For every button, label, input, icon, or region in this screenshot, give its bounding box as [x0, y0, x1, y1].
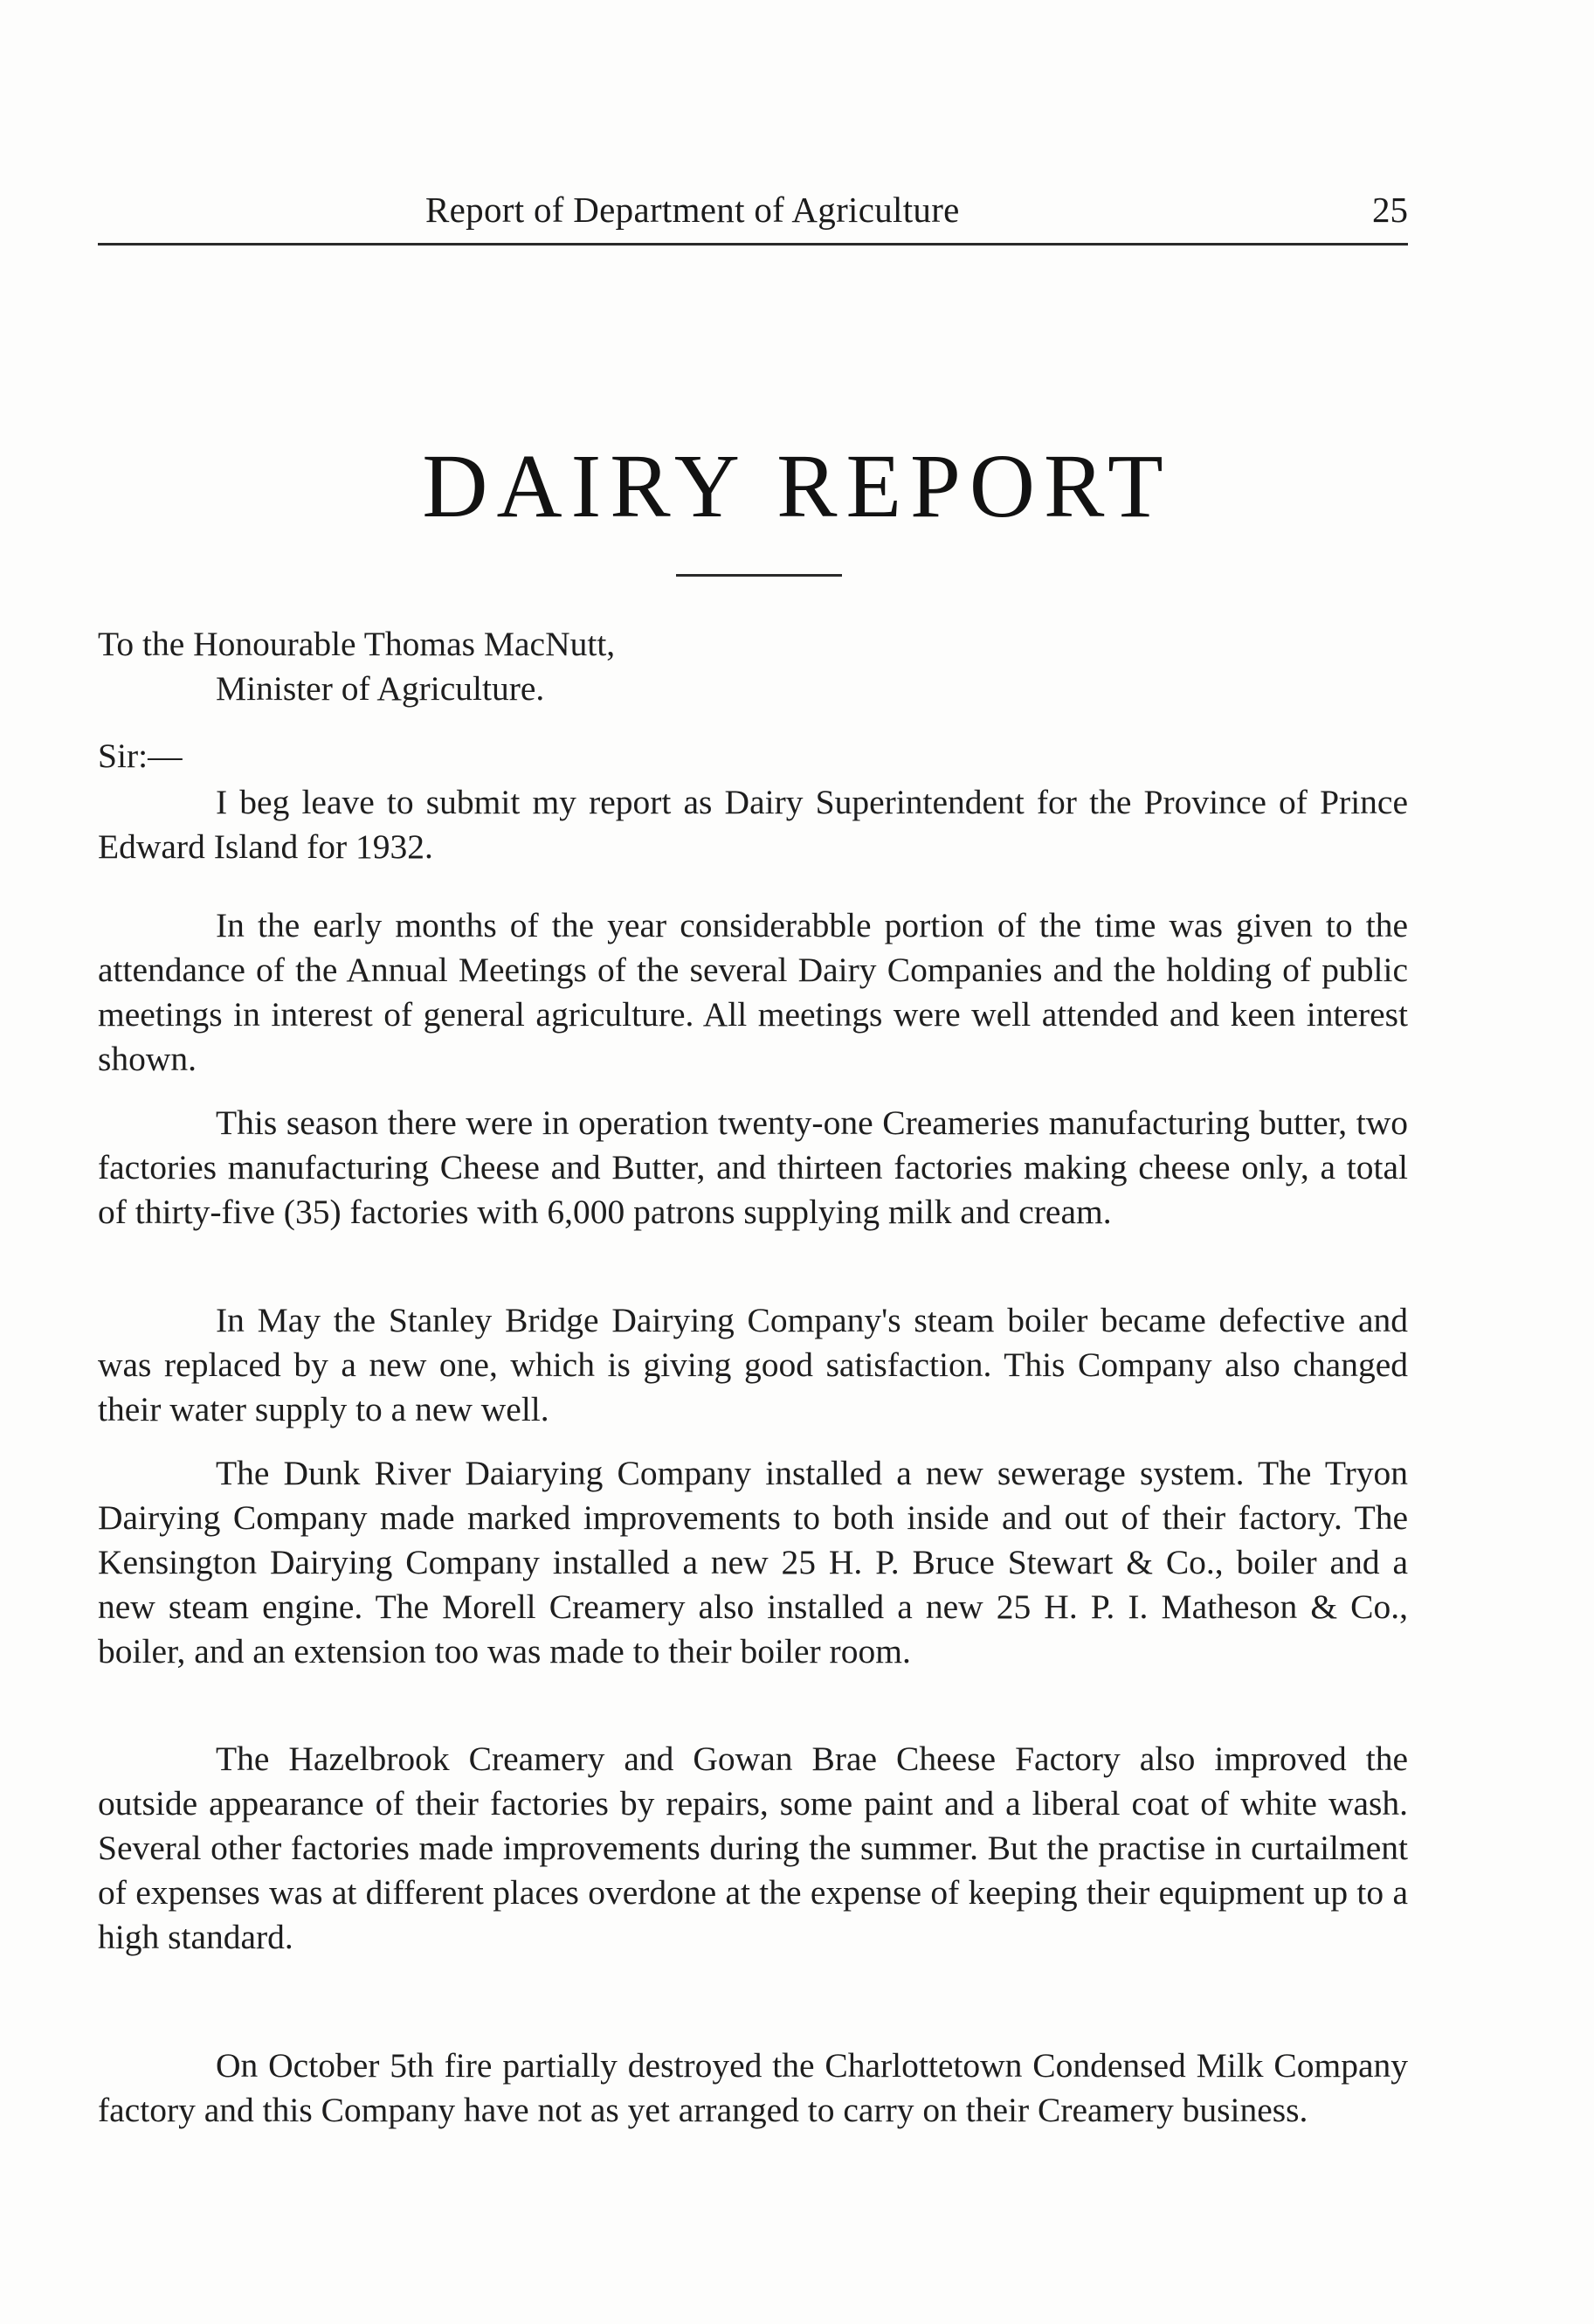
running-header [98, 189, 1408, 241]
paragraph-hazelbrook: The Hazelbrook Creamery and Gowan Brae Cheese Factory also improved the outside appearance of their factories by repairs, some paint and a liberal coat of white wash. Several other factories made improvements during the summer. But the practise in curtailment of expenses was at different places overdone at the expense of keeping their equipment up to a high standard. [98, 1740, 1408, 1956]
title-rule [676, 574, 842, 577]
header-rule [98, 243, 1408, 246]
salutation: Sir:— [98, 737, 183, 775]
paragraph-fire: On October 5th fire partially destroyed the Charlottetown Condensed Milk Company factory and this Company have not as yet arranged to carry on their Creamery business. [98, 2046, 1408, 2129]
paragraph-factories: This season there were in operation twenty-one Creameries manufacturing butter, two factories manufacturing Cheese and Butter, and thirteen factories making cheese only, a total of thirty-five (35) factories with 6,000 patrons supplying milk and cream. [98, 1103, 1408, 1231]
paragraph-improvements: The Dunk River Daiarying Company installed a new sewerage system. The Tryon Dairying Company made marked improvements to both inside and out of their factory. The Kensington Dairying Company installed a new 25 H. P. Bruce Stewart & Co., boiler and a new steam engine. The Morell Creamery also installed a new 25 H. P. I. Matheson & Co., boiler, and an extension too was made to their boiler room. [98, 1454, 1408, 1670]
addressee-title: Minister of Agriculture. [216, 669, 545, 708]
running-title: Report of Department of Agriculture [425, 190, 960, 230]
addressee-name: To the Honourable Thomas MacNutt, [98, 625, 616, 663]
paragraph-stanley-bridge: In May the Stanley Bridge Dairying Company's steam boiler became defective and was replaced by a new one, which is giving good satisfaction. This Company also changed their water supply to a new well. [98, 1301, 1408, 1428]
addressee-block [98, 622, 1408, 711]
paragraph-meetings: In the early months of the year considerabble portion of the time was given to the attendance of the Annual Meetings of the several Dairy Companies and the holding of public meetings in interest of general agriculture. All meetings were well attended and keen interest shown. [98, 906, 1408, 1078]
paragraph-intro: I beg leave to submit my report as Dairy Superintendent for the Province of Prince Edward Island for 1932. [98, 783, 1408, 866]
page-number: 25 [1372, 190, 1408, 230]
report-title: DAIRY REPORT [422, 436, 1172, 536]
